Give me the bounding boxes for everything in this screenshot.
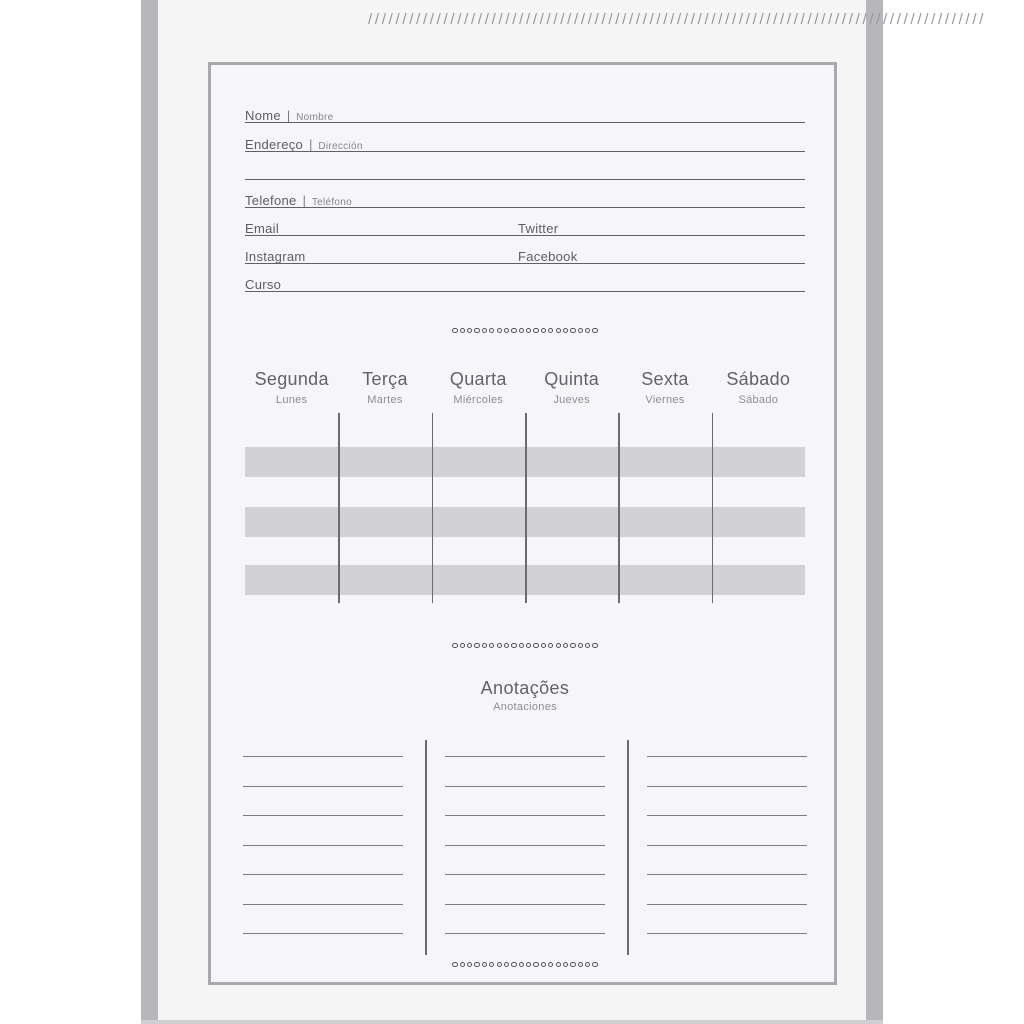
note-line — [647, 874, 807, 875]
day-subname: Miércoles — [453, 394, 504, 406]
dot — [592, 328, 597, 333]
card-content — [245, 65, 805, 982]
dot — [585, 962, 590, 967]
notes-divider — [425, 740, 427, 955]
dot — [519, 962, 524, 967]
dot — [511, 962, 516, 967]
note-line — [445, 786, 605, 787]
day-column-segunda — [245, 369, 338, 406]
day-column-sexta — [618, 369, 711, 406]
dot — [504, 643, 509, 648]
dot-divider-top — [245, 328, 805, 334]
field-curso-line — [245, 291, 805, 292]
day-column-terca — [338, 369, 431, 406]
dot — [489, 962, 494, 967]
day-name: Terça — [362, 369, 408, 389]
dot — [460, 962, 465, 967]
field-label: Nome — [245, 108, 281, 123]
day-subname: Viernes — [645, 394, 685, 406]
dot — [578, 643, 583, 648]
notes-section — [245, 740, 805, 955]
field-telefone-line — [245, 207, 805, 208]
field-sublabel: Teléfono — [311, 197, 353, 208]
field-endereco-line2 — [245, 179, 805, 180]
column-divider — [525, 413, 527, 603]
dot — [504, 962, 509, 967]
dot — [489, 643, 494, 648]
day-subname: Sábado — [738, 394, 779, 406]
dot — [556, 328, 561, 333]
field-label: Instagram — [245, 249, 306, 264]
dot — [519, 328, 524, 333]
notes-column-left — [243, 740, 403, 934]
dot — [570, 962, 575, 967]
note-line — [647, 845, 807, 846]
note-line — [647, 933, 807, 934]
field-label: Curso — [245, 277, 282, 292]
day-name: Segunda — [254, 369, 329, 389]
note-line — [445, 874, 605, 875]
note-line — [243, 933, 403, 934]
dot — [556, 643, 561, 648]
note-line — [647, 756, 807, 757]
dot — [526, 328, 531, 333]
dot — [526, 643, 531, 648]
dot — [460, 643, 465, 648]
note-line — [445, 933, 605, 934]
dot — [474, 962, 479, 967]
week-header — [245, 369, 805, 406]
notes-divider — [627, 740, 629, 955]
dot — [533, 962, 538, 967]
dot — [452, 328, 457, 333]
dot — [482, 962, 487, 967]
dot — [563, 328, 568, 333]
field-label: Email — [245, 221, 280, 236]
dot — [592, 643, 597, 648]
dot — [570, 643, 575, 648]
dot — [578, 962, 583, 967]
note-line — [243, 874, 403, 875]
notes-column-right — [647, 740, 807, 934]
dot — [526, 962, 531, 967]
left-page-edge — [141, 0, 158, 1024]
day-column-quarta — [432, 369, 525, 406]
dot-divider-middle — [245, 643, 805, 649]
dot — [467, 962, 472, 967]
notes-column-center — [445, 740, 605, 934]
dot — [511, 328, 516, 333]
column-divider — [618, 413, 620, 603]
column-divider — [338, 413, 340, 603]
day-name: Quinta — [544, 369, 600, 389]
dot — [497, 643, 502, 648]
field-email-twitter-line — [245, 235, 805, 236]
note-line — [445, 904, 605, 905]
note-line — [647, 904, 807, 905]
notes-title: Anotações — [480, 678, 570, 698]
schedule-grid — [245, 413, 805, 603]
slash-divider: ////////////////////////////////////////////////////////////////////////////////////////// — [368, 11, 987, 28]
dot — [460, 328, 465, 333]
field-nome-line — [245, 122, 805, 123]
notes-subtitle: Anotaciones — [493, 701, 557, 713]
dot — [482, 643, 487, 648]
dot — [452, 962, 457, 967]
dot — [474, 643, 479, 648]
contact-card — [208, 62, 837, 985]
dot — [533, 643, 538, 648]
day-subname: Martes — [367, 394, 403, 406]
day-name: Sexta — [641, 369, 689, 389]
label-separator: | — [302, 194, 306, 208]
note-line — [445, 756, 605, 757]
page-bottom-edge — [141, 1020, 883, 1024]
right-page-edge — [866, 0, 883, 1024]
dot — [570, 328, 575, 333]
day-name: Sábado — [726, 369, 791, 389]
note-line — [243, 815, 403, 816]
dot — [548, 962, 553, 967]
column-divider — [712, 413, 714, 603]
dot — [585, 328, 590, 333]
label-separator: | — [309, 138, 313, 152]
dot — [452, 643, 457, 648]
note-line — [243, 845, 403, 846]
dot — [548, 328, 553, 333]
dot — [467, 328, 472, 333]
note-line — [445, 815, 605, 816]
dot — [474, 328, 479, 333]
day-name: Quarta — [449, 369, 507, 389]
dot — [497, 328, 502, 333]
day-column-sabado — [712, 369, 805, 406]
dot — [482, 328, 487, 333]
dot — [563, 962, 568, 967]
day-subname: Jueves — [553, 394, 590, 406]
dot — [548, 643, 553, 648]
field-sublabel: Nombre — [296, 112, 334, 123]
field-endereco-line — [245, 151, 805, 152]
label-separator: | — [286, 109, 291, 123]
dot — [541, 328, 546, 333]
dot — [541, 962, 546, 967]
dot-divider-bottom — [245, 962, 805, 968]
note-line — [243, 756, 403, 757]
note-line — [647, 815, 807, 816]
dot — [519, 643, 524, 648]
field-label: Facebook — [518, 249, 578, 264]
dot — [578, 328, 583, 333]
day-subname: Lunes — [275, 394, 308, 406]
column-divider — [432, 413, 434, 603]
dot — [556, 962, 561, 967]
field-label: Telefone — [245, 193, 297, 208]
field-label: Twitter — [518, 221, 559, 236]
dot — [504, 328, 509, 333]
field-label: Endereço — [245, 137, 304, 152]
dot — [563, 643, 568, 648]
dot — [467, 643, 472, 648]
note-line — [647, 786, 807, 787]
note-line — [445, 845, 605, 846]
dot — [511, 643, 516, 648]
dot — [533, 328, 538, 333]
day-column-quinta — [525, 369, 618, 406]
field-instagram-facebook-line — [245, 263, 805, 264]
note-line — [243, 904, 403, 905]
note-line — [243, 786, 403, 787]
dot — [592, 962, 597, 967]
planner-page — [158, 0, 987, 1024]
field-sublabel: Dirección — [318, 141, 363, 152]
dot — [585, 643, 590, 648]
dot — [489, 328, 494, 333]
dot — [497, 962, 502, 967]
dot — [541, 643, 546, 648]
